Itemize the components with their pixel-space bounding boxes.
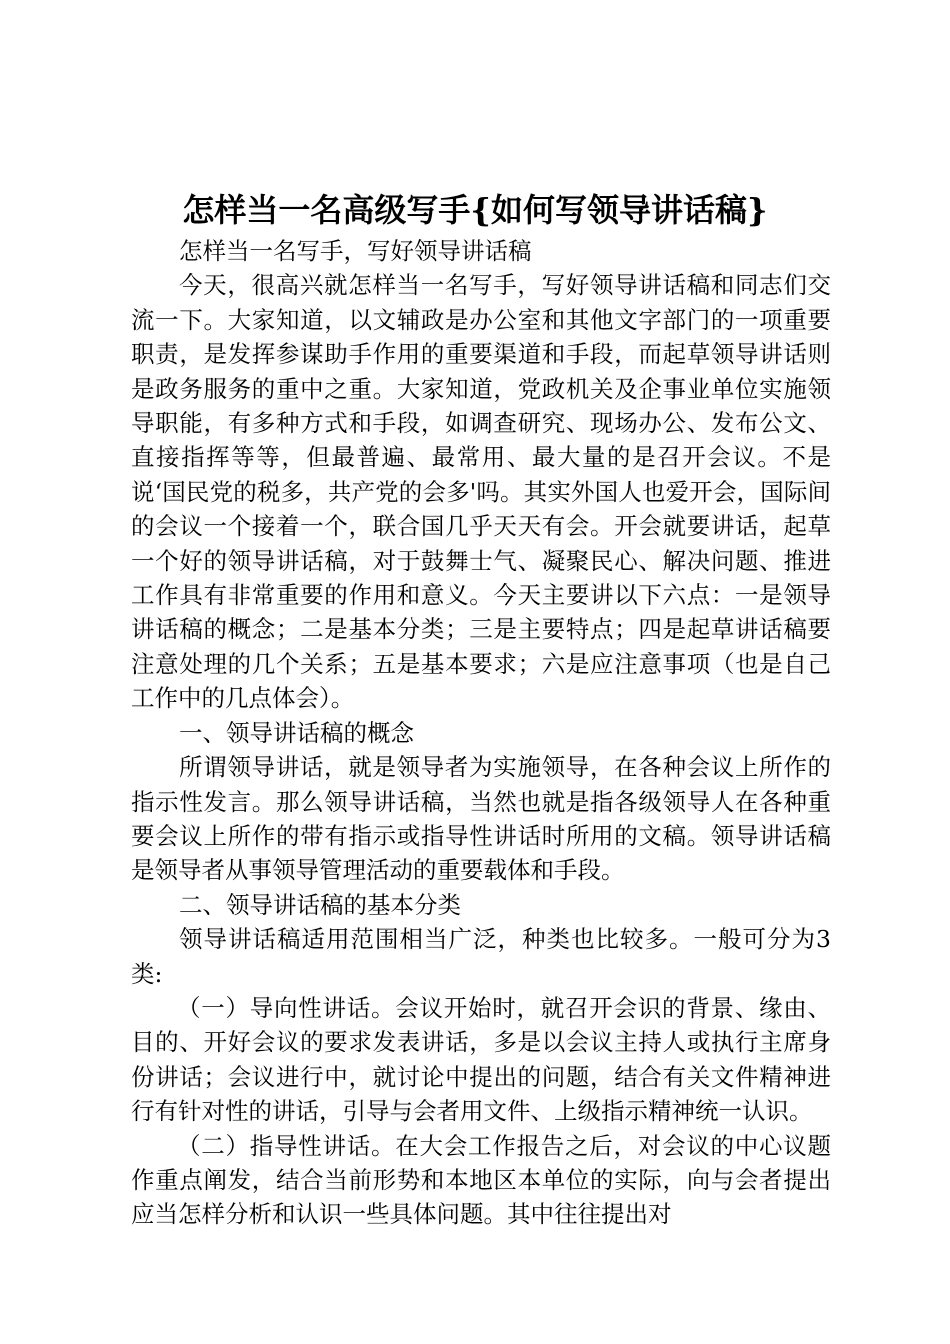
body-paragraph: （二）指导性讲话。在大会工作报告之后，对会议的中心议题作重点阐发，结合当前形势和本地区本单位的实际，向与会者提出应当怎样分析和认识一些具体问题。其中往往提出对 <box>131 1131 831 1229</box>
document-title: 怎样当一名高级写手{如何写领导讲话稿} <box>182 191 768 229</box>
body-paragraph: 所谓领导讲话，就是领导者为实施领导，在各种会议上所作的指示性发言。那么领导讲话稿，当然也就是指各级领导人在各种重要会议上所作的带有指示或指导性讲话时所用的文稿。领导讲话稿是领导者从事领导管理活动的重要载体和手段。 <box>131 753 831 885</box>
body-paragraph: （一）导向性讲话。会议开始时，就召开会识的背景、缘由、目的、开好会议的要求发表讲话，多是以会议主持人或执行主席身份讲话；会议进行中，就讨论中提出的问题，结合有关文件精神进行有针对性的讲话，引导与会者用文件、上级指示精神统一认识。 <box>131 993 831 1126</box>
document-body <box>131 234 831 1232</box>
subtitle-paragraph: 怎样当一名写手，写好领导讲话稿 <box>179 237 532 265</box>
section-heading: 二、领导讲话稿的基本分类 <box>179 890 461 919</box>
body-paragraph: 今天，很高兴就怎样当一名写手，写好领导讲话稿和同志们交流一下。大家知道，以文辅政是办公室和其他文字部门的一项重要职责，是发挥参谋助手作用的重要渠道和手段，而起草领导讲话则是政务服务的重中之重。大家知道，党政机关及企事业单位实施领导职能，有多种方式和手段，如调查研究、现场办公、发布公文、直接指挥等等，但最普遍、最常用、最大量的是召开会议。不是说‘国民党的税多，共产党的会多'吗。其实外国人也爱开会，国际间的会议一个接着一个，联合国几乎天天有会。开会就要讲话，起草一个好的领导讲话稿，对于鼓舞士气、凝聚民心、解决问题、推进工作具有非常重要的作用和意义。今天主要讲以下六点：一是领导讲话稿的概念；二是基本分类；三是主要特点；四是起草讲话稿要注意处理的几个关系；五是基本要求；六是应注意事项（也是自己工作中的几点体会）。 <box>131 271 831 713</box>
section-heading: 一、领导讲话稿的概念 <box>179 718 414 747</box>
body-paragraph: 领导讲话稿适用范围相当广泛，种类也比较多。一般可分为3类: <box>131 925 831 988</box>
